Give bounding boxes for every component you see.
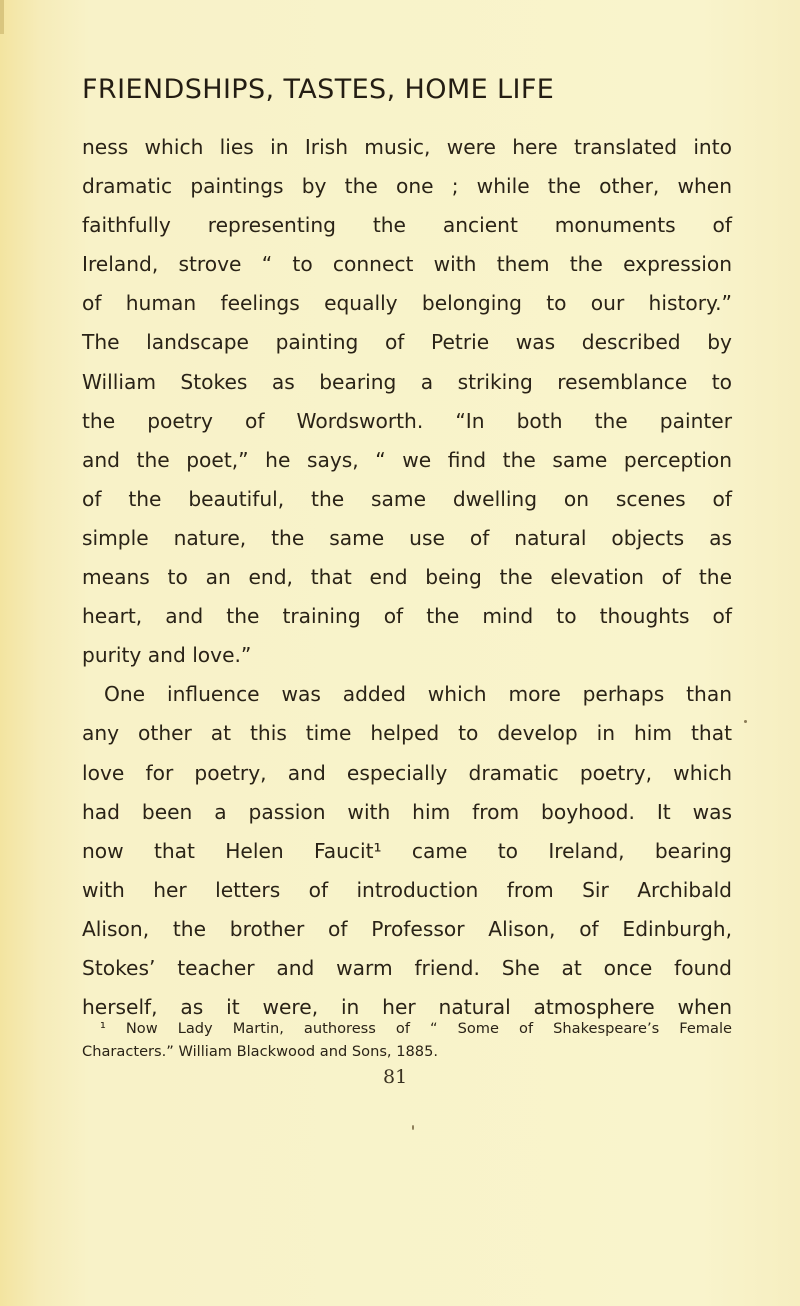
text-line: heart, and the training of the mind to thoughts of bbox=[82, 604, 732, 629]
text-line: had been a passion with him from boyhood. It was bbox=[82, 799, 732, 824]
text-line: faithfully representing the ancient monuments of bbox=[82, 213, 732, 238]
paper-speck bbox=[412, 1125, 414, 1130]
paper-speck bbox=[744, 720, 747, 723]
text-line: of the beautiful, the same dwelling on scenes of bbox=[82, 486, 732, 511]
text-line: means to an end, that end being the elevation of the bbox=[82, 565, 732, 590]
footnote-line: Characters.” William Blackwood and Sons, 1885. bbox=[82, 1043, 438, 1060]
footnote bbox=[82, 1017, 732, 1063]
text-line: of human feelings equally belonging to our history.” bbox=[82, 291, 732, 316]
text-line: love for poetry, and especially dramatic poetry, which bbox=[82, 760, 732, 785]
page-number: 81 bbox=[383, 1066, 408, 1088]
running-header: FRIENDSHIPS, TASTES, HOME LIFE bbox=[82, 74, 555, 105]
body-text bbox=[82, 128, 732, 1027]
text-line: herself, as it were, in her natural atmosphere when bbox=[82, 995, 732, 1020]
paragraph-start-line: One influence was added which more perhaps than bbox=[104, 682, 732, 707]
text-line: and the poet,” he says, “ we find the same perception bbox=[82, 447, 732, 472]
text-line: Alison, the brother of Professor Alison, of Edinburgh, bbox=[82, 916, 732, 941]
text-line: Ireland, strove “ to connect with them the expression bbox=[82, 252, 732, 277]
text-line: now that Helen Faucit¹ came to Ireland, bearing bbox=[82, 838, 732, 863]
text-line: with her letters of introduction from Sir Archibald bbox=[82, 877, 732, 902]
text-line: The landscape painting of Petrie was described by bbox=[82, 330, 732, 355]
text-line: the poetry of Wordsworth. “In both the painter bbox=[82, 408, 732, 433]
footnote-line: ¹ Now Lady Martin, authoress of “ Some of Shakespeare’s Female bbox=[100, 1020, 732, 1037]
page-edge-mark bbox=[0, 0, 4, 34]
text-line: any other at this time helped to develop in him that bbox=[82, 721, 732, 746]
text-line: simple nature, the same use of natural objects as bbox=[82, 525, 732, 550]
text-line: ness which lies in Irish music, were here translated into bbox=[82, 135, 732, 159]
text-line: dramatic paintings by the one ; while the other, when bbox=[82, 174, 732, 199]
text-line: William Stokes as bearing a striking resemblance to bbox=[82, 369, 732, 394]
paragraph-end-line: purity and love.” bbox=[82, 643, 252, 668]
text-line: Stokes’ teacher and warm friend. She at once found bbox=[82, 955, 732, 980]
